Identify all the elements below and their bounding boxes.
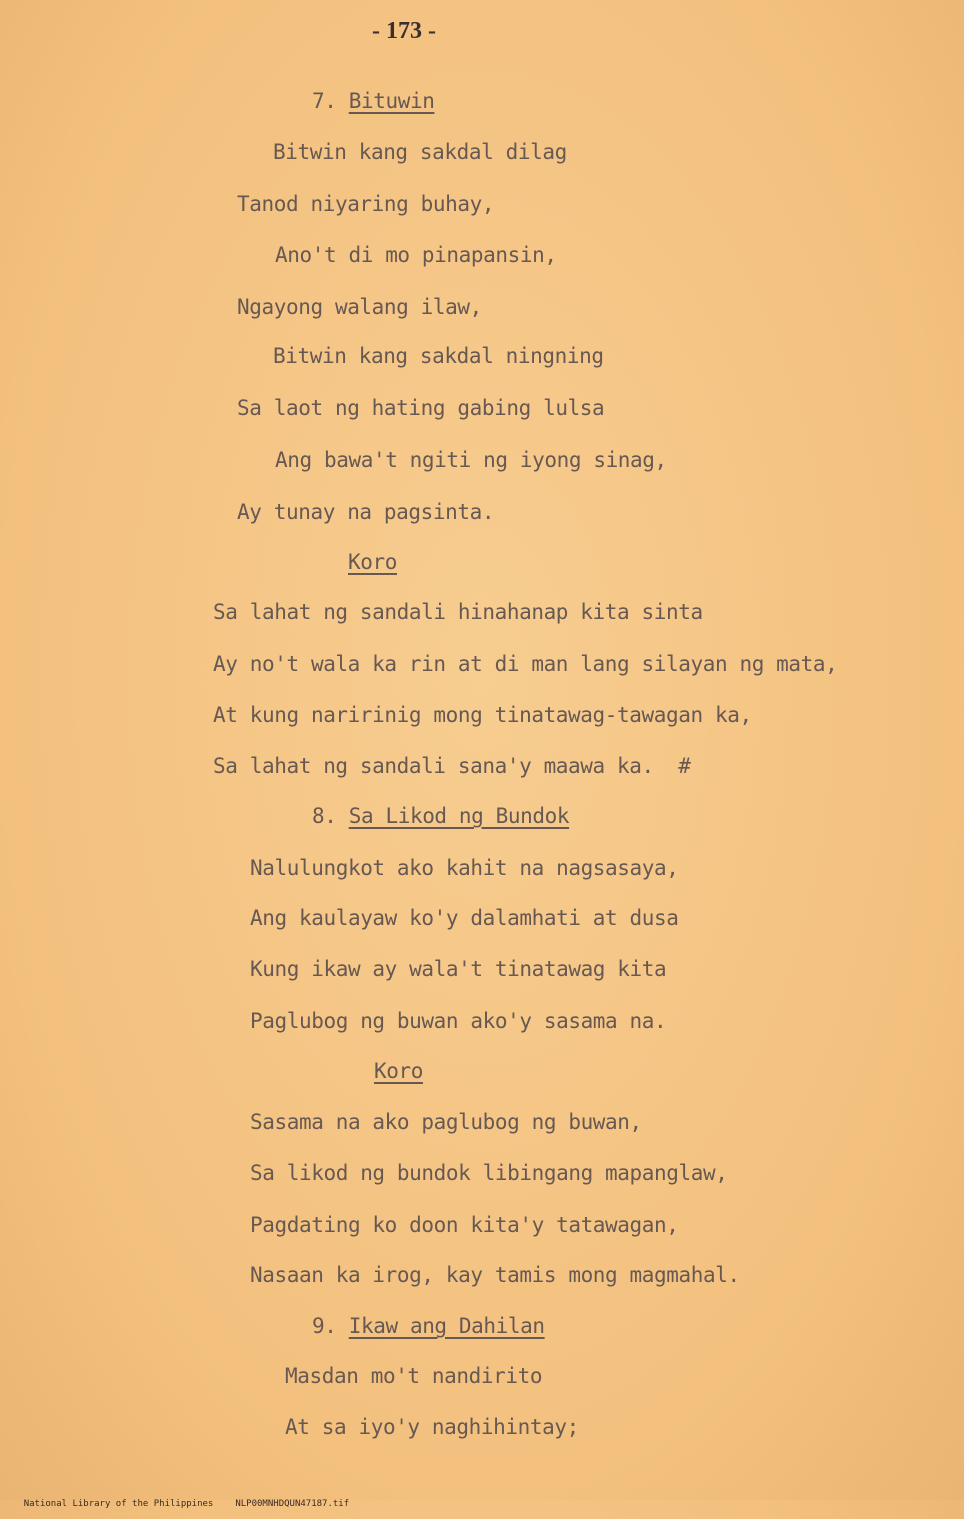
song-heading	[312, 88, 434, 114]
song-number: 7.	[312, 89, 349, 113]
lyric-line: Sa laot ng hating gabing lulsa	[237, 396, 605, 420]
lyric-line: Ay tunay na pagsinta.	[237, 500, 495, 524]
lyric-line: Sa lahat ng sandali hinahanap kita sinta	[213, 600, 703, 624]
lyric-line: Ngayong walang ilaw,	[237, 295, 482, 319]
lyric-line: Ay no't wala ka rin at di man lang silayan ng mata,	[213, 652, 838, 676]
footer-filename: NLP00MNHDQUN47187.tif	[235, 1499, 350, 1509]
lyric-line: Tanod niyaring buhay,	[237, 192, 495, 216]
chorus-label: Koro	[374, 1059, 423, 1083]
lyric-line: Kung ikaw ay wala't tinatawag kita	[250, 957, 667, 981]
lyric-line: At sa iyo'y naghihintay;	[285, 1415, 579, 1439]
song-number: 9.	[312, 1314, 349, 1338]
lyric-line: Ang bawa't ngiti ng iyong sinag,	[275, 448, 667, 472]
lyric-line: Sa lahat ng sandali sana'y maawa ka. #	[213, 754, 691, 778]
chorus-heading	[348, 549, 397, 575]
lyric-line: Paglubog ng buwan ako'y sasama na.	[250, 1009, 667, 1033]
lyric-line: Pagdating ko doon kita'y tatawagan,	[250, 1213, 679, 1237]
chorus-label: Koro	[348, 550, 397, 574]
lyric-line: Ano't di mo pinapansin,	[275, 243, 557, 267]
lyric-line: Sa likod ng bundok libingang mapanglaw,	[250, 1161, 728, 1185]
lyric-line: Nalulungkot ako kahit na nagsasaya,	[250, 856, 679, 880]
scan-footer	[2, 1489, 371, 1519]
lyric-line: At kung naririnig mong tinatawag-tawagan ka,	[213, 703, 752, 727]
page-number: - 173 -	[372, 18, 436, 44]
song-number: 8.	[312, 804, 349, 828]
song-heading	[312, 803, 569, 829]
lyric-line: Sasama na ako paglubog ng buwan,	[250, 1110, 642, 1134]
lyric-line: Masdan mo't nandirito	[285, 1364, 543, 1388]
song-title: Sa Likod ng Bundok	[348, 804, 570, 828]
lyric-line: Bitwin kang sakdal dilag	[273, 140, 567, 164]
lyric-line: Nasaan ka irog, kay tamis mong magmahal.	[250, 1263, 740, 1287]
song-title: Bituwin	[348, 89, 435, 113]
footer-library: National Library of the Philippines	[23, 1499, 214, 1509]
song-heading	[312, 1313, 545, 1339]
chorus-heading	[374, 1058, 423, 1084]
lyric-line: Bitwin kang sakdal ningning	[273, 344, 604, 368]
song-title: Ikaw ang Dahilan	[348, 1314, 545, 1338]
lyric-line: Ang kaulayaw ko'y dalamhati at dusa	[250, 906, 679, 930]
